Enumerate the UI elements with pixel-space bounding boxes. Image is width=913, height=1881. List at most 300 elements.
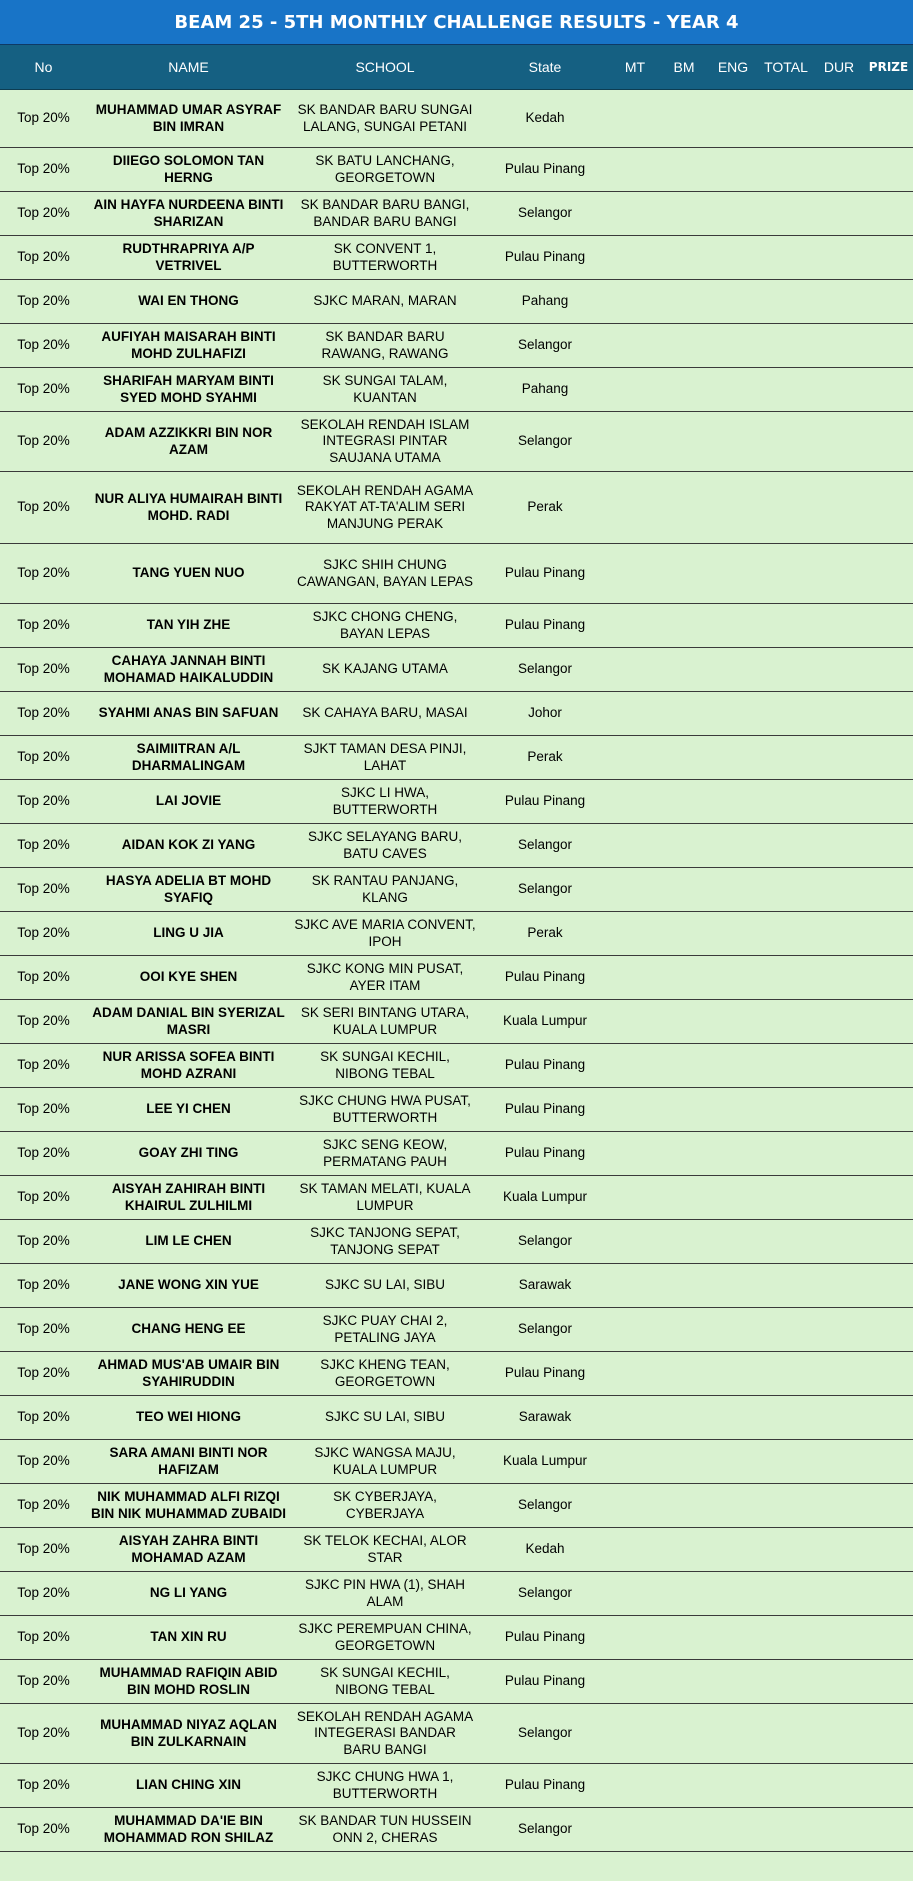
cell-mt bbox=[610, 1308, 660, 1352]
table-row bbox=[0, 1264, 913, 1308]
cell-dur bbox=[814, 148, 864, 192]
header-school: SCHOOL bbox=[290, 45, 480, 90]
cell-state bbox=[480, 1264, 610, 1308]
cell-state-text: Selangor bbox=[517, 1585, 573, 1601]
cell-no-text: Top 20% bbox=[17, 433, 70, 449]
header-total: TOTAL bbox=[758, 45, 814, 90]
cell-school-text: SJKC PEREMPUAN CHINA, GEORGETOWN bbox=[298, 1621, 472, 1653]
table-row bbox=[0, 1616, 913, 1660]
cell-total bbox=[758, 192, 814, 236]
cell-mt bbox=[610, 324, 660, 368]
cell-prize bbox=[864, 736, 913, 780]
cell-total bbox=[758, 368, 814, 412]
cell-no bbox=[0, 1764, 87, 1808]
cell-no bbox=[0, 472, 87, 544]
cell-mt bbox=[610, 1660, 660, 1704]
cell-no-text: Top 20% bbox=[17, 1585, 70, 1601]
cell-dur bbox=[814, 1440, 864, 1484]
cell-total bbox=[758, 544, 814, 604]
cell-school bbox=[290, 1616, 480, 1660]
cell-prize bbox=[864, 1484, 913, 1528]
cell-name-text: OOI KYE SHEN bbox=[139, 969, 238, 985]
cell-no bbox=[0, 1704, 87, 1764]
cell-name bbox=[87, 736, 290, 780]
cell-name bbox=[87, 280, 290, 324]
cell-state-text: Selangor bbox=[517, 661, 573, 677]
cell-bm bbox=[660, 412, 708, 472]
cell-school bbox=[290, 868, 480, 912]
cell-school bbox=[290, 912, 480, 956]
cell-state bbox=[480, 1704, 610, 1764]
cell-bm bbox=[660, 1572, 708, 1616]
cell-bm bbox=[660, 1352, 708, 1396]
cell-state bbox=[480, 1808, 610, 1852]
cell-state bbox=[480, 368, 610, 412]
cell-school bbox=[290, 780, 480, 824]
cell-bm bbox=[660, 1396, 708, 1440]
page-title: BEAM 25 - 5TH MONTHLY CHALLENGE RESULTS - YEAR 4 bbox=[0, 0, 913, 45]
cell-prize bbox=[864, 192, 913, 236]
cell-eng bbox=[708, 868, 758, 912]
table-row bbox=[0, 1704, 913, 1764]
cell-eng bbox=[708, 412, 758, 472]
cell-no bbox=[0, 1132, 87, 1176]
table-row bbox=[0, 1764, 913, 1808]
cell-school bbox=[290, 1440, 480, 1484]
table-row bbox=[0, 1808, 913, 1852]
cell-no-text: Top 20% bbox=[17, 1497, 70, 1513]
cell-total bbox=[758, 412, 814, 472]
cell-name-text: SAIMIITRAN A/L DHARMALINGAM bbox=[131, 741, 246, 773]
cell-total bbox=[758, 1308, 814, 1352]
cell-name bbox=[87, 1264, 290, 1308]
cell-name bbox=[87, 912, 290, 956]
cell-dur bbox=[814, 1044, 864, 1088]
cell-dur bbox=[814, 956, 864, 1000]
cell-prize bbox=[864, 1764, 913, 1808]
table-row bbox=[0, 956, 913, 1000]
table-row bbox=[0, 1396, 913, 1440]
cell-no-text: Top 20% bbox=[17, 1453, 70, 1469]
cell-name-text: WAI EN THONG bbox=[138, 293, 239, 309]
cell-mt bbox=[610, 1176, 660, 1220]
cell-mt bbox=[610, 1352, 660, 1396]
cell-state-text: Perak bbox=[527, 925, 563, 941]
cell-no-text: Top 20% bbox=[17, 1321, 70, 1337]
cell-bm bbox=[660, 544, 708, 604]
cell-state bbox=[480, 1660, 610, 1704]
cell-name-text: NUR ARISSA SOFEA BINTI MOHD AZRANI bbox=[102, 1049, 275, 1081]
cell-prize bbox=[864, 544, 913, 604]
cell-state bbox=[480, 192, 610, 236]
cell-no bbox=[0, 1660, 87, 1704]
cell-mt bbox=[610, 868, 660, 912]
cell-bm bbox=[660, 1704, 708, 1764]
cell-school-text: SEKOLAH RENDAH ISLAM INTEGRASI PINTAR SAUJANA UTAMA bbox=[300, 416, 470, 465]
cell-name-text: AIDAN KOK ZI YANG bbox=[121, 837, 256, 853]
cell-school bbox=[290, 648, 480, 692]
cell-no bbox=[0, 368, 87, 412]
cell-school-text: SJKC SELAYANG BARU, BATU CAVES bbox=[307, 829, 463, 861]
cell-state bbox=[480, 1044, 610, 1088]
cell-name bbox=[87, 956, 290, 1000]
cell-school bbox=[290, 1308, 480, 1352]
cell-no bbox=[0, 236, 87, 280]
table-row bbox=[0, 1440, 913, 1484]
header-name: NAME bbox=[87, 45, 290, 90]
table-row bbox=[0, 1000, 913, 1044]
cell-state-text: Selangor bbox=[517, 1497, 573, 1513]
cell-dur bbox=[814, 912, 864, 956]
cell-total bbox=[758, 912, 814, 956]
cell-state bbox=[480, 1528, 610, 1572]
cell-no-text: Top 20% bbox=[17, 499, 70, 515]
cell-prize bbox=[864, 324, 913, 368]
cell-total bbox=[758, 90, 814, 148]
cell-state bbox=[480, 324, 610, 368]
cell-name bbox=[87, 324, 290, 368]
cell-mt bbox=[610, 780, 660, 824]
cell-school bbox=[290, 604, 480, 648]
cell-state-text: Kedah bbox=[525, 1541, 565, 1557]
cell-no-text: Top 20% bbox=[17, 381, 70, 397]
cell-mt bbox=[610, 1704, 660, 1764]
cell-name bbox=[87, 1808, 290, 1852]
cell-school bbox=[290, 824, 480, 868]
cell-no bbox=[0, 1308, 87, 1352]
cell-name bbox=[87, 1764, 290, 1808]
cell-state-text: Selangor bbox=[517, 1233, 573, 1249]
table-row bbox=[0, 1088, 913, 1132]
cell-eng bbox=[708, 1764, 758, 1808]
cell-name bbox=[87, 544, 290, 604]
table-body bbox=[0, 90, 913, 1852]
cell-total bbox=[758, 1764, 814, 1808]
table-row bbox=[0, 90, 913, 148]
table-row bbox=[0, 912, 913, 956]
cell-state-text: Pulau Pinang bbox=[504, 249, 586, 265]
cell-name bbox=[87, 1440, 290, 1484]
cell-name bbox=[87, 824, 290, 868]
cell-no-text: Top 20% bbox=[17, 1725, 70, 1741]
cell-dur bbox=[814, 1528, 864, 1572]
cell-name-text: MUHAMMAD RAFIQIN ABID BIN MOHD ROSLIN bbox=[99, 1665, 278, 1697]
cell-school bbox=[290, 1088, 480, 1132]
cell-name bbox=[87, 868, 290, 912]
cell-school bbox=[290, 148, 480, 192]
cell-no bbox=[0, 1000, 87, 1044]
cell-dur bbox=[814, 1616, 864, 1660]
cell-state-text: Pulau Pinang bbox=[504, 793, 586, 809]
cell-eng bbox=[708, 1528, 758, 1572]
cell-state-text: Pulau Pinang bbox=[504, 1673, 586, 1689]
cell-name bbox=[87, 1044, 290, 1088]
cell-state-text: Perak bbox=[527, 499, 563, 515]
cell-prize bbox=[864, 1616, 913, 1660]
cell-total bbox=[758, 604, 814, 648]
cell-state bbox=[480, 824, 610, 868]
cell-state-text: Pulau Pinang bbox=[504, 161, 586, 177]
cell-state-text: Selangor bbox=[517, 337, 573, 353]
cell-eng bbox=[708, 1308, 758, 1352]
cell-name-text: AUFIYAH MAISARAH BINTI MOHD ZULHAFIZI bbox=[101, 329, 276, 361]
cell-state bbox=[480, 868, 610, 912]
cell-no bbox=[0, 1088, 87, 1132]
cell-school bbox=[290, 1704, 480, 1764]
cell-no-text: Top 20% bbox=[17, 661, 70, 677]
cell-no bbox=[0, 1616, 87, 1660]
cell-mt bbox=[610, 280, 660, 324]
cell-no bbox=[0, 956, 87, 1000]
table-row bbox=[0, 472, 913, 544]
cell-school bbox=[290, 1484, 480, 1528]
cell-no-text: Top 20% bbox=[17, 1629, 70, 1645]
cell-mt bbox=[610, 1044, 660, 1088]
cell-prize bbox=[864, 1704, 913, 1764]
cell-prize bbox=[864, 148, 913, 192]
cell-mt bbox=[610, 604, 660, 648]
cell-prize bbox=[864, 648, 913, 692]
cell-school-text: SJKC SENG KEOW, PERMATANG PAUH bbox=[322, 1137, 448, 1169]
cell-school-text: SK KAJANG UTAMA bbox=[322, 661, 448, 677]
cell-school-text: SK TELOK KECHAI, ALOR STAR bbox=[303, 1533, 467, 1565]
cell-prize bbox=[864, 604, 913, 648]
cell-bm bbox=[660, 1808, 708, 1852]
cell-school bbox=[290, 1660, 480, 1704]
cell-prize bbox=[864, 780, 913, 824]
cell-school bbox=[290, 736, 480, 780]
cell-total bbox=[758, 1220, 814, 1264]
cell-prize bbox=[864, 368, 913, 412]
cell-school-text: SK TAMAN MELATI, KUALA LUMPUR bbox=[299, 1181, 471, 1213]
cell-dur bbox=[814, 412, 864, 472]
cell-school-text: SK RANTAU PANJANG, KLANG bbox=[311, 873, 459, 905]
cell-state-text: Sarawak bbox=[518, 1277, 572, 1293]
cell-prize bbox=[864, 692, 913, 736]
cell-name-text: ADAM AZZIKKRI BIN NOR AZAM bbox=[104, 425, 273, 457]
cell-total bbox=[758, 472, 814, 544]
cell-dur bbox=[814, 1264, 864, 1308]
cell-eng bbox=[708, 90, 758, 148]
cell-state-text: Sarawak bbox=[518, 1409, 572, 1425]
cell-state-text: Selangor bbox=[517, 1725, 573, 1741]
cell-mt bbox=[610, 648, 660, 692]
cell-bm bbox=[660, 1660, 708, 1704]
cell-state-text: Kuala Lumpur bbox=[502, 1189, 588, 1205]
cell-no-text: Top 20% bbox=[17, 1541, 70, 1557]
cell-bm bbox=[660, 324, 708, 368]
cell-school-text: SJKC TANJONG SEPAT, TANJONG SEPAT bbox=[310, 1225, 460, 1257]
cell-school-text: SJKC CHUNG HWA PUSAT, BUTTERWORTH bbox=[299, 1093, 471, 1125]
cell-total bbox=[758, 692, 814, 736]
cell-name bbox=[87, 368, 290, 412]
cell-name bbox=[87, 472, 290, 544]
cell-no bbox=[0, 868, 87, 912]
cell-total bbox=[758, 1528, 814, 1572]
cell-mt bbox=[610, 1132, 660, 1176]
cell-school-text: SK BANDAR BARU BANGI, BANDAR BARU BANGI bbox=[300, 197, 470, 229]
table-row bbox=[0, 1308, 913, 1352]
cell-school-text: SK CYBERJAYA, CYBERJAYA bbox=[333, 1489, 437, 1521]
cell-state bbox=[480, 472, 610, 544]
table-row bbox=[0, 1044, 913, 1088]
cell-state-text: Pulau Pinang bbox=[504, 1629, 586, 1645]
cell-name bbox=[87, 1616, 290, 1660]
cell-bm bbox=[660, 1220, 708, 1264]
cell-total bbox=[758, 1088, 814, 1132]
cell-name bbox=[87, 604, 290, 648]
cell-total bbox=[758, 280, 814, 324]
cell-state-text: Selangor bbox=[517, 1821, 573, 1837]
cell-name bbox=[87, 1088, 290, 1132]
cell-bm bbox=[660, 280, 708, 324]
cell-school-text: SK CAHAYA BARU, MASAI bbox=[302, 705, 468, 721]
cell-name bbox=[87, 1000, 290, 1044]
cell-school-text: SJKC SHIH CHUNG CAWANGAN, BAYAN LEPAS bbox=[296, 557, 474, 589]
cell-mt bbox=[610, 1484, 660, 1528]
cell-bm bbox=[660, 648, 708, 692]
cell-total bbox=[758, 1264, 814, 1308]
cell-name-text: CHANG HENG EE bbox=[131, 1321, 246, 1337]
cell-school bbox=[290, 956, 480, 1000]
cell-no-text: Top 20% bbox=[17, 293, 70, 309]
cell-school bbox=[290, 1132, 480, 1176]
cell-mt bbox=[610, 148, 660, 192]
cell-total bbox=[758, 1572, 814, 1616]
cell-school-text: SEKOLAH RENDAH AGAMA RAKYAT AT-TA'ALIM SERI MANJUNG PERAK bbox=[296, 482, 474, 531]
cell-school bbox=[290, 90, 480, 148]
cell-school-text: SJKC KONG MIN PUSAT, AYER ITAM bbox=[306, 961, 464, 993]
cell-no-text: Top 20% bbox=[17, 969, 70, 985]
cell-state bbox=[480, 412, 610, 472]
cell-no-text: Top 20% bbox=[17, 705, 70, 721]
cell-school-text: SK CONVENT 1, BUTTERWORTH bbox=[332, 241, 438, 273]
cell-eng bbox=[708, 824, 758, 868]
cell-no-text: Top 20% bbox=[17, 881, 70, 897]
cell-name-text: SHARIFAH MARYAM BINTI SYED MOHD SYAHMI bbox=[103, 373, 274, 405]
cell-dur bbox=[814, 648, 864, 692]
cell-dur bbox=[814, 1220, 864, 1264]
cell-no bbox=[0, 280, 87, 324]
cell-bm bbox=[660, 1000, 708, 1044]
cell-name-text: LING U JIA bbox=[153, 925, 224, 941]
cell-prize bbox=[864, 1352, 913, 1396]
cell-name bbox=[87, 412, 290, 472]
cell-bm bbox=[660, 1440, 708, 1484]
cell-dur bbox=[814, 736, 864, 780]
cell-school-text: SK BANDAR TUN HUSSEIN ONN 2, CHERAS bbox=[298, 1813, 472, 1845]
cell-dur bbox=[814, 1308, 864, 1352]
cell-prize bbox=[864, 1000, 913, 1044]
cell-state bbox=[480, 648, 610, 692]
cell-eng bbox=[708, 1440, 758, 1484]
table-row bbox=[0, 368, 913, 412]
cell-no bbox=[0, 780, 87, 824]
cell-state-text: Pulau Pinang bbox=[504, 1365, 586, 1381]
cell-dur bbox=[814, 1572, 864, 1616]
cell-name bbox=[87, 1704, 290, 1764]
cell-prize bbox=[864, 1132, 913, 1176]
cell-dur bbox=[814, 868, 864, 912]
cell-dur bbox=[814, 544, 864, 604]
cell-school bbox=[290, 1352, 480, 1396]
cell-prize bbox=[864, 1440, 913, 1484]
cell-state-text: Pulau Pinang bbox=[504, 1777, 586, 1793]
cell-no-text: Top 20% bbox=[17, 1821, 70, 1837]
cell-mt bbox=[610, 1616, 660, 1660]
cell-name-text: LIAN CHING XIN bbox=[135, 1777, 241, 1793]
cell-bm bbox=[660, 956, 708, 1000]
cell-eng bbox=[708, 192, 758, 236]
cell-dur bbox=[814, 90, 864, 148]
cell-state bbox=[480, 1440, 610, 1484]
cell-no bbox=[0, 192, 87, 236]
cell-state bbox=[480, 1176, 610, 1220]
cell-no-text: Top 20% bbox=[17, 1365, 70, 1381]
cell-no-text: Top 20% bbox=[17, 1673, 70, 1689]
cell-prize bbox=[864, 1220, 913, 1264]
cell-eng bbox=[708, 1176, 758, 1220]
cell-state-text: Pulau Pinang bbox=[504, 969, 586, 985]
cell-name bbox=[87, 1528, 290, 1572]
cell-dur bbox=[814, 1396, 864, 1440]
cell-mt bbox=[610, 412, 660, 472]
cell-school bbox=[290, 1044, 480, 1088]
cell-name-text: ADAM DANIAL BIN SYERIZAL MASRI bbox=[92, 1005, 285, 1037]
cell-no bbox=[0, 736, 87, 780]
table-row bbox=[0, 148, 913, 192]
cell-total bbox=[758, 1352, 814, 1396]
cell-no bbox=[0, 1352, 87, 1396]
cell-school-text: SJKC AVE MARIA CONVENT, IPOH bbox=[294, 917, 476, 949]
table-row bbox=[0, 824, 913, 868]
header-dur: DUR bbox=[814, 45, 864, 90]
cell-state-text: Kuala Lumpur bbox=[502, 1453, 588, 1469]
cell-state-text: Selangor bbox=[517, 205, 573, 221]
cell-bm bbox=[660, 148, 708, 192]
cell-mt bbox=[610, 1572, 660, 1616]
cell-state bbox=[480, 1088, 610, 1132]
cell-prize bbox=[864, 824, 913, 868]
cell-dur bbox=[814, 324, 864, 368]
cell-bm bbox=[660, 90, 708, 148]
cell-prize bbox=[864, 1572, 913, 1616]
cell-name bbox=[87, 1220, 290, 1264]
cell-total bbox=[758, 1660, 814, 1704]
cell-eng bbox=[708, 544, 758, 604]
table-row bbox=[0, 1572, 913, 1616]
cell-bm bbox=[660, 692, 708, 736]
cell-eng bbox=[708, 472, 758, 544]
cell-state bbox=[480, 1572, 610, 1616]
cell-eng bbox=[708, 324, 758, 368]
cell-school bbox=[290, 280, 480, 324]
cell-no bbox=[0, 692, 87, 736]
cell-mt bbox=[610, 956, 660, 1000]
cell-state bbox=[480, 1352, 610, 1396]
cell-eng bbox=[708, 236, 758, 280]
cell-mt bbox=[610, 1396, 660, 1440]
results-table bbox=[0, 45, 913, 1852]
cell-prize bbox=[864, 956, 913, 1000]
cell-dur bbox=[814, 1764, 864, 1808]
cell-dur bbox=[814, 192, 864, 236]
cell-dur bbox=[814, 1660, 864, 1704]
table-row bbox=[0, 1528, 913, 1572]
cell-no-text: Top 20% bbox=[17, 249, 70, 265]
cell-state bbox=[480, 780, 610, 824]
cell-name-text: HASYA ADELIA BT MOHD SYAFIQ bbox=[105, 873, 272, 905]
